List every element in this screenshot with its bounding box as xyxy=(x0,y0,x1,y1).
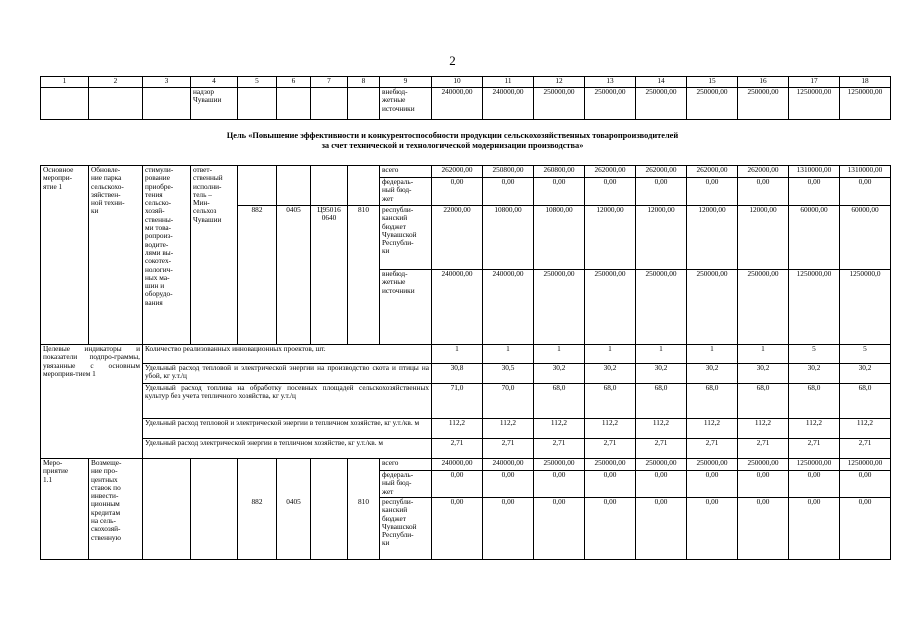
col-number: 16 xyxy=(738,77,789,88)
indicator-value: 5 xyxy=(789,345,840,364)
value-cell: 22000,00 xyxy=(432,206,483,270)
value-cell: 0,00 xyxy=(687,471,738,498)
activity-task: стимули- рование приобре- тения сельско- хозяй- ственны- ми това- ропроиз- водите- лями вы- сокотех- нологич- ных ма- шин и оборудо- вания xyxy=(143,166,191,345)
value-cell: 12000,00 xyxy=(636,206,687,270)
col-number: 9 xyxy=(380,77,432,88)
value-cell: 250000,00 xyxy=(636,270,687,345)
empty-cell xyxy=(277,459,311,498)
empty-cell xyxy=(143,459,191,498)
indicator-value: 112,2 xyxy=(432,419,483,439)
col-number: 7 xyxy=(311,77,348,88)
indicator-value: 112,2 xyxy=(687,419,738,439)
empty-cell xyxy=(277,88,311,120)
value-cell: 262000,00 xyxy=(636,166,687,178)
value-cell: 12000,00 xyxy=(585,206,636,270)
activity-title: Обновле- ние парка сельскохо- зяйствен- ной техни- ки xyxy=(89,166,143,345)
table-row xyxy=(41,166,891,178)
indicator-value: 112,2 xyxy=(585,419,636,439)
indicator-row xyxy=(41,345,891,364)
value-cell: 1250000,00 xyxy=(789,459,840,471)
value-cell: 0,00 xyxy=(789,498,840,560)
indicator-value: 1 xyxy=(687,345,738,364)
col-number: 15 xyxy=(687,77,738,88)
value-cell: 0,00 xyxy=(687,498,738,560)
indicator-value: 112,2 xyxy=(534,419,585,439)
col-number: 12 xyxy=(534,77,585,88)
value-cell: 0,00 xyxy=(432,471,483,498)
indicator-value: 68,0 xyxy=(534,384,585,419)
indicator-name: Количество реализованных инновационных проектов, шт. xyxy=(143,345,432,364)
indicator-value: 5 xyxy=(840,345,891,364)
value-cell: 250000,00 xyxy=(636,459,687,471)
value-cell: 1310000,00 xyxy=(789,166,840,178)
program-table xyxy=(40,165,891,560)
empty-cell xyxy=(348,166,380,178)
indicator-value: 30,2 xyxy=(687,364,738,384)
indicator-value: 30,2 xyxy=(789,364,840,384)
value-cell: 0,00 xyxy=(636,471,687,498)
value-cell: 262000,00 xyxy=(432,166,483,178)
empty-cell xyxy=(311,178,348,206)
col-number: 13 xyxy=(585,77,636,88)
csr-code: Ц95016 0640 xyxy=(311,206,348,345)
indicator-value: 1 xyxy=(585,345,636,364)
goal-line: за счет технической и технологической модернизации производства» xyxy=(321,141,584,150)
indicator-value: 2,71 xyxy=(687,439,738,459)
value-cell: 250000,00 xyxy=(534,88,585,120)
activity-title: Возмеще- ние про- центных ставок по инвести- ционным кредитам на сель- скохозяй- ственную xyxy=(89,459,143,560)
value-cell: 0,00 xyxy=(585,471,636,498)
indicator-name: Удельный расход электрической энергии в тепличном хозяйстве, кг у.т./кв. м xyxy=(143,439,432,459)
page-number: 2 xyxy=(449,53,456,68)
value-cell: 260800,00 xyxy=(534,166,585,178)
value-cell: 0,00 xyxy=(534,471,585,498)
value-cell: 240000,00 xyxy=(432,459,483,471)
value-cell: 240000,00 xyxy=(432,88,483,120)
indicator-value: 30,8 xyxy=(432,364,483,384)
value-cell: 250000,00 xyxy=(687,270,738,345)
indicator-value: 112,2 xyxy=(840,419,891,439)
empty-cell xyxy=(348,178,380,206)
empty-cell xyxy=(238,459,277,498)
value-cell: 250000,00 xyxy=(585,88,636,120)
value-cell: 1310000,00 xyxy=(840,166,891,178)
indicator-value: 1 xyxy=(738,345,789,364)
table-row xyxy=(41,88,891,120)
empty-cell xyxy=(143,88,191,120)
indicator-value: 30,2 xyxy=(585,364,636,384)
empty-cell xyxy=(348,459,380,498)
value-cell: 250000,00 xyxy=(738,459,789,471)
rzpr-code: 0405 xyxy=(277,206,311,345)
goal-line: Цель «Повышение эффективности и конкурентоспособности продукции сельскохозяйственных товаропроизводителей xyxy=(226,131,679,140)
value-cell: 0,00 xyxy=(585,178,636,206)
value-cell: 262000,00 xyxy=(687,166,738,178)
col-number: 11 xyxy=(483,77,534,88)
col-number: 14 xyxy=(636,77,687,88)
indicators-label: Целевые индикаторы и показатели подпро-граммы, увязанные с основным мероприя-тием 1 xyxy=(41,345,143,459)
indicator-value: 68,0 xyxy=(636,384,687,419)
indicator-value: 112,2 xyxy=(789,419,840,439)
value-cell: 1250000,00 xyxy=(840,459,891,471)
indicator-value: 2,71 xyxy=(432,439,483,459)
indicator-row xyxy=(41,384,891,419)
value-cell: 250000,00 xyxy=(636,88,687,120)
value-cell: 250000,00 xyxy=(534,270,585,345)
indicator-value: 71,0 xyxy=(432,384,483,419)
value-cell: 1250000,00 xyxy=(789,88,840,120)
value-cell: 0,00 xyxy=(840,471,891,498)
indicator-value: 68,0 xyxy=(585,384,636,419)
empty-cell xyxy=(277,166,311,178)
vr-code: 810 xyxy=(348,498,380,560)
activity-name: Меро- приятие 1.1 xyxy=(41,459,89,560)
indicator-value: 2,71 xyxy=(789,439,840,459)
empty-cell xyxy=(311,459,348,498)
value-cell: 250000,00 xyxy=(585,459,636,471)
col-number: 18 xyxy=(840,77,891,88)
indicator-name: Удельный расход тепловой и электрической энергии в тепличном хозяйстве, кг у.т./кв. м xyxy=(143,419,432,439)
value-cell: 250800,00 xyxy=(483,166,534,178)
value-cell: 262000,00 xyxy=(585,166,636,178)
funding-source: внебюд- жетные источники xyxy=(380,270,432,345)
goal-heading xyxy=(40,131,865,151)
indicator-value: 2,71 xyxy=(483,439,534,459)
indicator-value: 2,71 xyxy=(636,439,687,459)
value-cell: 12000,00 xyxy=(738,206,789,270)
indicator-value: 2,71 xyxy=(534,439,585,459)
funding-source: всего xyxy=(380,459,432,471)
value-cell: 240000,00 xyxy=(483,270,534,345)
value-cell: 0,00 xyxy=(738,498,789,560)
indicator-value: 1 xyxy=(534,345,585,364)
indicator-value: 30,2 xyxy=(840,364,891,384)
value-cell: 60000,00 xyxy=(789,206,840,270)
value-cell: 240000,00 xyxy=(483,88,534,120)
empty-cell xyxy=(89,88,143,120)
column-number-row xyxy=(41,77,891,88)
value-cell: 1250000,00 xyxy=(789,270,840,345)
col-number: 8 xyxy=(348,77,380,88)
value-cell: 250000,00 xyxy=(738,270,789,345)
indicator-value: 2,71 xyxy=(738,439,789,459)
value-cell: 0,00 xyxy=(738,471,789,498)
value-cell: 0,00 xyxy=(483,498,534,560)
funding-source: республи- канский бюджет Чувашской Республи- ки xyxy=(380,206,432,270)
funding-source: внебюд- жетные источники xyxy=(380,88,432,120)
indicator-value: 30,5 xyxy=(483,364,534,384)
indicator-value: 1 xyxy=(636,345,687,364)
funding-source: республи- канский бюджет Чувашской Республи- ки xyxy=(380,498,432,560)
col-number: 6 xyxy=(277,77,311,88)
table-header-section xyxy=(40,76,891,120)
value-cell: 0,00 xyxy=(687,178,738,206)
value-cell: 0,00 xyxy=(483,471,534,498)
empty-cell xyxy=(191,498,238,560)
indicator-value: 30,2 xyxy=(534,364,585,384)
indicator-value: 2,71 xyxy=(840,439,891,459)
indicator-row xyxy=(41,364,891,384)
table-row xyxy=(41,498,891,560)
value-cell: 0,00 xyxy=(789,471,840,498)
indicator-name: Удельный расход тепловой и электрической энергии на производство скота и птицы на убой, кг у.т./ц xyxy=(143,364,432,384)
value-cell: 250000,00 xyxy=(534,459,585,471)
empty-cell xyxy=(143,498,191,560)
value-cell: 250000,00 xyxy=(687,88,738,120)
empty-cell xyxy=(311,498,348,560)
value-cell: 0,00 xyxy=(432,178,483,206)
col-number: 4 xyxy=(191,77,238,88)
value-cell: 1250000,00 xyxy=(840,88,891,120)
empty-cell xyxy=(191,459,238,498)
vr-code: 810 xyxy=(348,206,380,345)
value-cell: 10800,00 xyxy=(534,206,585,270)
value-cell: 0,00 xyxy=(585,498,636,560)
indicator-value: 1 xyxy=(483,345,534,364)
value-cell: 240000,00 xyxy=(483,459,534,471)
executor-cell: надзор Чувашии xyxy=(191,88,238,120)
indicator-value: 112,2 xyxy=(483,419,534,439)
indicator-value: 70,0 xyxy=(483,384,534,419)
funding-source: федераль- ный бюд- жет xyxy=(380,178,432,206)
empty-cell xyxy=(277,178,311,206)
value-cell: 12000,00 xyxy=(687,206,738,270)
value-cell: 0,00 xyxy=(432,498,483,560)
empty-cell xyxy=(41,88,89,120)
empty-cell xyxy=(311,166,348,178)
indicator-value: 30,2 xyxy=(636,364,687,384)
value-cell: 1250000,0 xyxy=(840,270,891,345)
col-number: 1 xyxy=(41,77,89,88)
empty-cell xyxy=(348,88,380,120)
indicator-value: 68,0 xyxy=(738,384,789,419)
indicator-value: 112,2 xyxy=(738,419,789,439)
value-cell: 250000,00 xyxy=(585,270,636,345)
value-cell: 250000,00 xyxy=(687,459,738,471)
indicator-value: 30,2 xyxy=(738,364,789,384)
value-cell: 0,00 xyxy=(534,498,585,560)
value-cell: 60000,00 xyxy=(840,206,891,270)
col-number: 17 xyxy=(789,77,840,88)
value-cell: 0,00 xyxy=(738,178,789,206)
value-cell: 0,00 xyxy=(840,498,891,560)
value-cell: 0,00 xyxy=(840,178,891,206)
value-cell: 262000,00 xyxy=(738,166,789,178)
col-number: 10 xyxy=(432,77,483,88)
value-cell: 10800,00 xyxy=(483,206,534,270)
empty-cell xyxy=(238,88,277,120)
indicator-value: 68,0 xyxy=(840,384,891,419)
col-number: 5 xyxy=(238,77,277,88)
value-cell: 250000,00 xyxy=(738,88,789,120)
value-cell: 0,00 xyxy=(636,178,687,206)
indicator-value: 2,71 xyxy=(585,439,636,459)
rzpr-code: 0405 xyxy=(277,498,311,560)
value-cell: 0,00 xyxy=(789,178,840,206)
indicator-name: Удельный расход топлива на обработку посевных площадей сельскохозяйственных культур без учета тепличного хозяйства, кг у.т./ц xyxy=(143,384,432,419)
grbs-code: 882 xyxy=(238,206,277,345)
activity-name: Основное меропри- ятие 1 xyxy=(41,166,89,345)
indicator-row xyxy=(41,439,891,459)
value-cell: 0,00 xyxy=(483,178,534,206)
funding-source: всего xyxy=(380,166,432,178)
value-cell: 0,00 xyxy=(636,498,687,560)
indicator-value: 1 xyxy=(432,345,483,364)
empty-cell xyxy=(311,88,348,120)
table-row xyxy=(41,459,891,471)
value-cell: 240000,00 xyxy=(432,270,483,345)
empty-cell xyxy=(238,178,277,206)
value-cell: 0,00 xyxy=(534,178,585,206)
activity-executor: ответ- ственный исполни- тель – Мин- сельхоз Чувашии xyxy=(191,166,238,345)
indicator-value: 68,0 xyxy=(789,384,840,419)
col-number: 2 xyxy=(89,77,143,88)
indicator-value: 112,2 xyxy=(636,419,687,439)
grbs-code: 882 xyxy=(238,498,277,560)
indicator-value: 68,0 xyxy=(687,384,738,419)
col-number: 3 xyxy=(143,77,191,88)
indicator-row xyxy=(41,419,891,439)
empty-cell xyxy=(238,166,277,178)
funding-source: федераль- ный бюд- жет xyxy=(380,471,432,498)
